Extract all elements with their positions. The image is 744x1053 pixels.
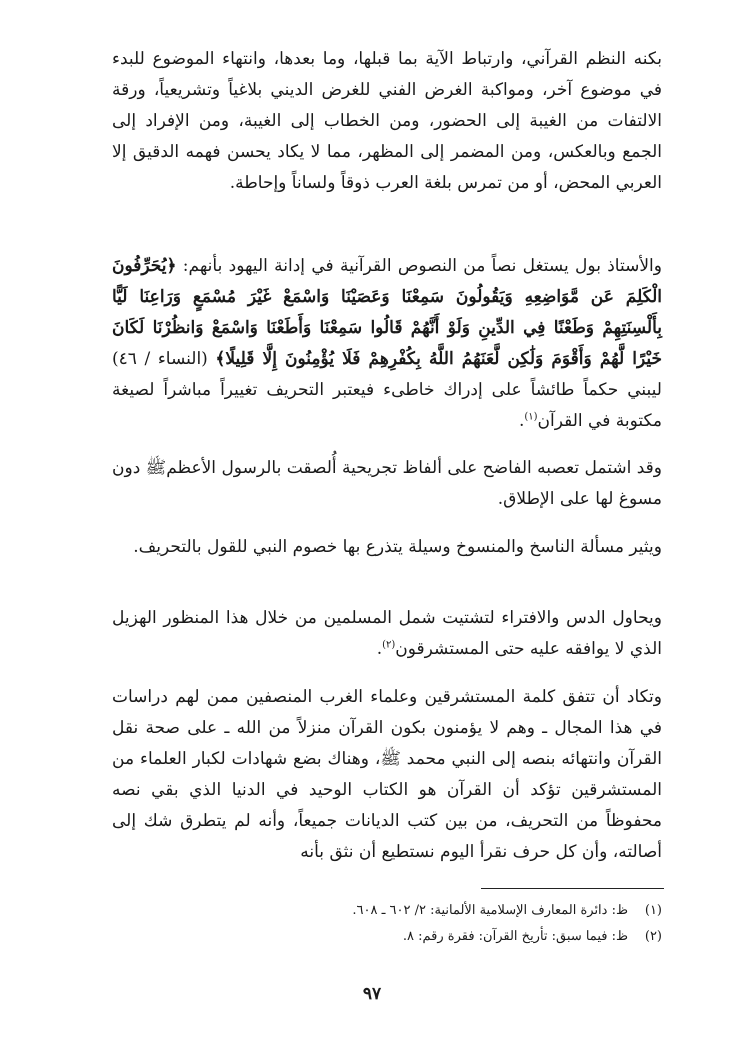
footnote-1-text: ظ: دائرة المعارف الإسلامية الألمانية: ٢/ ٦٠٢ ـ ٦٠٨. bbox=[352, 903, 628, 918]
paragraph-6 bbox=[112, 682, 662, 868]
paragraph-3 bbox=[112, 453, 662, 515]
paragraph-2-intro: والأستاذ بول يستغل نصاً من النصوص القرآنية في إدانة اليهود بأنهم: bbox=[182, 256, 662, 276]
paragraph-1 bbox=[112, 44, 662, 199]
quran-verse: ﴿يُحَرِّفُونَ الْكَلِمَ عَن مَّوَاضِعِهِ وَيَقُولُونَ سَمِعْنَا وَعَصَيْنَا وَاسْمَعْ غَيْرَ مُسْمَعٍ وَرَاعِنَا لَيًّا بِأَلْسِنَتِهِمْ وَطَعْنًا فِي الدِّينِ وَلَوْ أَنَّهُمْ قَالُوا سَمِعْنَا وَأَطَعْنَا وَاسْمَعْ وَانظُرْنَا لَكَانَ خَيْرًا لَّهُمْ وَأَقْوَمَ وَلَٰكِن لَّعَنَهُمُ اللَّهُ بِكُفْرِهِمْ فَلَا يُؤْمِنُونَ إِلَّا قَلِيلًا﴾ bbox=[112, 256, 663, 369]
paragraph-5-end: . bbox=[376, 639, 383, 659]
paragraph-5-text: ويحاول الدس والافتراء لتشتيت شمل المسلمين من خلال هذا المنظور الهزيل الذي لا يوافقه عليه حتى المستشرقون bbox=[112, 608, 662, 659]
paragraph-4 bbox=[112, 532, 662, 563]
footnote-ref-2: (٢) bbox=[382, 639, 396, 651]
footnote-2 bbox=[112, 924, 662, 950]
paragraph-2-end: . bbox=[518, 411, 525, 431]
footnote-2-text: ظ: فيما سبق: تأريخ القرآن: فقرة رقم: ٨. bbox=[402, 929, 628, 944]
page-number: ٩٧ bbox=[362, 984, 382, 1004]
paragraph-6-text: وتكاد أن تتفق كلمة المستشرقين وعلماء الغرب المنصفين ممن لهم دراسات في هذا المجال ـ وهم لا يؤمنون بكون القرآن منزلاً من الله ـ على صحة نقل القرآن وانتهائه بنصه إلى النبي محمد ﷺ، وهناك بضع شهادات لكبار العلماء من المستشرقين تؤكد أن القرآن هو الكتاب الوحيد في الدنيا الذي بقي نصه محفوظاً من التحريف، من بين كتب الديانات جميعاً، وأنه لم يتطرق شك إلى أصالته، وأن كل حرف نقرأ اليوم نستطيع أن نثق بأنه bbox=[112, 687, 662, 862]
paragraph-5 bbox=[112, 603, 662, 665]
paragraph-3-text: وقد اشتمل تعصبه الفاضح على ألفاظ تجريحية أُلصقت بالرسول الأعظمﷺ دون مسوغ لها على الإطلاق. bbox=[112, 458, 662, 509]
footnote-1 bbox=[112, 898, 662, 924]
paragraph-4-text: ويثير مسألة الناسخ والمنسوخ وسيلة يتذرع بها خصوم النبي للقول بالتحريف. bbox=[133, 537, 662, 557]
paragraph-1-text: بكنه النظم القرآني، وارتباط الآية بما قبلها، وما بعدها، وانتهاء الموضوع للبدء في موضوع آخر، ومواكبة الغرض الفني للغرض الديني بلاغياً وتشريعياً، ورقة الالتفات من الغيبة إلى الحضور، ومن الخطاب إلى الغيبة، ومن الإفراد إلى الجمع وبالعكس، ومن المضمر إلى المظهر، مما لا يكاد يحسن فهمه الدقيق إلا العربي المحض، أو من تمرس بلغة العرب ذوقاً ولساناً وإحاطة. bbox=[112, 49, 662, 193]
footnotes bbox=[112, 898, 662, 950]
paragraph-2 bbox=[112, 251, 662, 437]
footnote-1-number: (١) bbox=[644, 903, 662, 918]
footnote-ref-1: (١) bbox=[524, 411, 538, 423]
paragraph-2-rest: (النساء / ٤٦) ليبني حكماً طائشاً على إدراك خاطىء فيعتبر التحريف تغييراً مباشراً لصيغة مكتوبة في القرآن bbox=[112, 349, 662, 431]
footnote-divider bbox=[481, 888, 664, 889]
footnote-2-number: (٢) bbox=[644, 929, 662, 944]
